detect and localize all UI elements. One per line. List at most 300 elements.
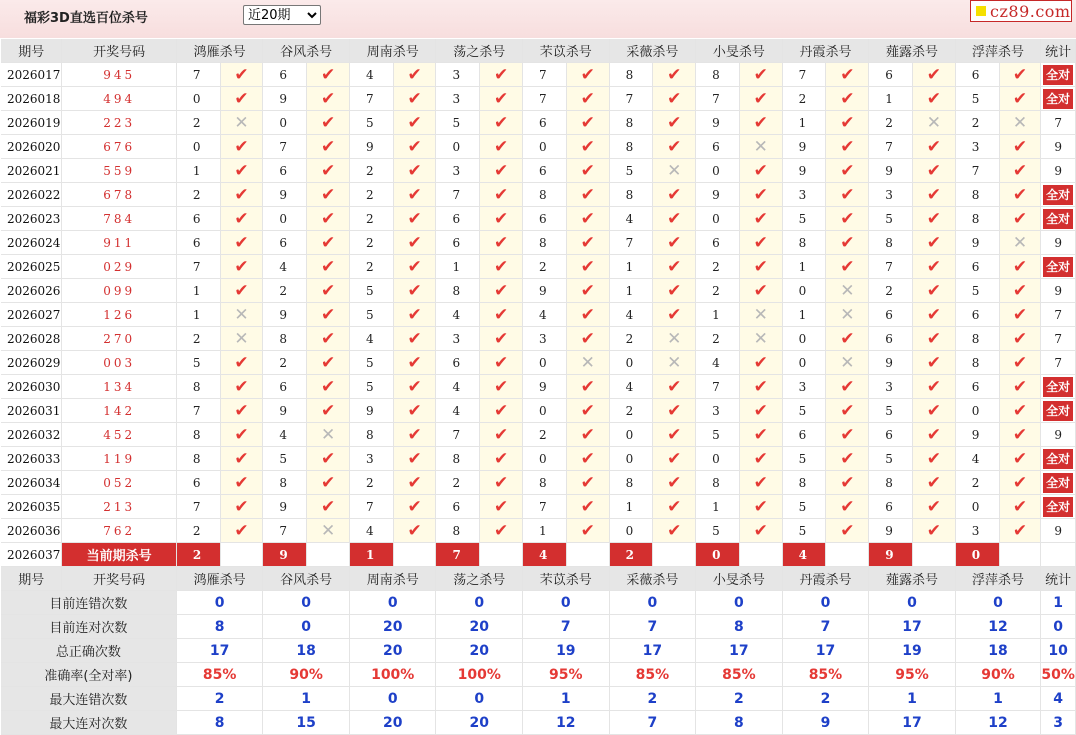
- check-mark-icon: ✔: [307, 399, 350, 423]
- check-mark-icon: ✔: [913, 519, 956, 543]
- check-mark-icon: ✔: [220, 183, 263, 207]
- stat-cell: [1041, 399, 1076, 423]
- kill-number-cell: 0: [782, 327, 826, 351]
- check-mark-icon: ✔: [653, 183, 696, 207]
- check-mark-icon: ✔: [999, 279, 1041, 303]
- check-mark-icon: ✔: [393, 399, 436, 423]
- col-header-qihao: 期号: [1, 567, 62, 591]
- all-correct-badge: 全对: [1043, 377, 1073, 397]
- check-mark-icon: ✔: [653, 231, 696, 255]
- stats-value: 12: [955, 711, 1041, 735]
- stats-value: 20: [349, 639, 436, 663]
- kill-number-cell: 1: [609, 255, 653, 279]
- check-mark-icon: ✔: [307, 279, 350, 303]
- kill-number-cell: 1: [176, 303, 220, 327]
- check-mark-icon: ✔: [653, 471, 696, 495]
- stats-value: 1: [523, 687, 610, 711]
- draw-number-cell: 126: [62, 303, 176, 327]
- kill-number-cell: 0: [176, 87, 220, 111]
- stats-value: 85%: [782, 663, 869, 687]
- check-mark-icon: ✔: [566, 375, 609, 399]
- qihao-cell: 2026020: [1, 135, 62, 159]
- kill-number-cell: 5: [349, 111, 393, 135]
- check-mark-icon: ✔: [739, 447, 782, 471]
- table-row: [1, 231, 1076, 255]
- stat-cell: [1041, 183, 1076, 207]
- kill-number-cell: 0: [696, 159, 740, 183]
- kill-number-cell: 8: [869, 231, 913, 255]
- check-mark-icon: ✔: [307, 111, 350, 135]
- cross-mark-icon: ✕: [739, 135, 782, 159]
- stat-cell: [1041, 207, 1076, 231]
- table-row: [1, 399, 1076, 423]
- draw-number-cell: 029: [62, 255, 176, 279]
- check-mark-icon: ✔: [480, 519, 523, 543]
- check-mark-icon: ✔: [307, 207, 350, 231]
- draw-number-cell: 099: [62, 279, 176, 303]
- kill-number-cell: 6: [869, 495, 913, 519]
- check-mark-icon: ✔: [480, 375, 523, 399]
- kill-number-cell: 5: [349, 351, 393, 375]
- stats-name: 准确率(全对率): [1, 663, 176, 687]
- kill-number-cell: 5: [436, 111, 480, 135]
- kill-number-cell: 2: [349, 471, 393, 495]
- draw-number-cell: 003: [62, 351, 176, 375]
- check-mark-icon: ✔: [826, 255, 869, 279]
- check-mark-icon: ✔: [739, 231, 782, 255]
- stats-name: 最大连错次数: [1, 687, 176, 711]
- kill-number-cell: 8: [609, 63, 653, 87]
- check-mark-icon: ✔: [566, 231, 609, 255]
- col-header-expert: 浮萍杀号: [955, 567, 1041, 591]
- check-mark-icon: ✔: [566, 135, 609, 159]
- table-row: [1, 327, 1076, 351]
- check-mark-icon: ✔: [480, 183, 523, 207]
- kill-number-cell: 1: [436, 255, 480, 279]
- check-mark-icon: ✔: [826, 135, 869, 159]
- kill-number-cell: 4: [609, 207, 653, 231]
- stats-value: 12: [955, 615, 1041, 639]
- current-kill-number: 1: [349, 543, 393, 567]
- kill-number-cell: 8: [609, 183, 653, 207]
- check-mark-icon: ✔: [739, 279, 782, 303]
- col-header-draw: 开奖号码: [62, 39, 176, 63]
- check-mark-icon: ✔: [480, 87, 523, 111]
- check-mark-icon: ✔: [566, 183, 609, 207]
- kill-number-cell: 8: [436, 447, 480, 471]
- check-mark-icon: ✔: [393, 87, 436, 111]
- check-mark-icon: ✔: [653, 375, 696, 399]
- stats-value: 17: [869, 615, 956, 639]
- check-mark-icon: ✔: [480, 279, 523, 303]
- kill-number-cell: 2: [782, 87, 826, 111]
- stats-value: 1: [263, 687, 350, 711]
- kill-number-cell: 9: [869, 519, 913, 543]
- check-mark-icon: ✔: [653, 135, 696, 159]
- check-mark-icon: ✔: [999, 63, 1041, 87]
- table-row: [1, 471, 1076, 495]
- stats-value: 0: [523, 591, 610, 615]
- stats-value: 7: [609, 615, 696, 639]
- kill-number-cell: 6: [523, 207, 567, 231]
- all-correct-badge: 全对: [1043, 401, 1073, 421]
- kill-number-cell: 0: [523, 447, 567, 471]
- kill-number-cell: 3: [349, 447, 393, 471]
- kill-number-cell: 8: [696, 63, 740, 87]
- kill-number-cell: 4: [263, 423, 307, 447]
- col-header-expert: 芣苡杀号: [523, 567, 610, 591]
- stat-cell: [1041, 447, 1076, 471]
- check-mark-icon: ✔: [480, 351, 523, 375]
- stats-row: [1, 663, 1076, 687]
- stats-value: 0: [349, 687, 436, 711]
- kill-number-cell: 3: [436, 159, 480, 183]
- kill-number-cell: 0: [782, 351, 826, 375]
- kill-number-cell: 5: [609, 159, 653, 183]
- table-row: [1, 159, 1076, 183]
- stats-value: 100%: [349, 663, 436, 687]
- stats-value: 7: [609, 711, 696, 735]
- stats-value: 2: [176, 687, 263, 711]
- check-mark-icon: ✔: [393, 63, 436, 87]
- check-mark-icon: ✔: [999, 207, 1041, 231]
- check-mark-icon: ✔: [653, 519, 696, 543]
- col-header-expert: 谷风杀号: [263, 39, 350, 63]
- kill-number-cell: 8: [609, 111, 653, 135]
- stat-cell: 9: [1041, 279, 1076, 303]
- qihao-cell: 2026031: [1, 399, 62, 423]
- site-logo[interactable]: [970, 0, 1072, 22]
- check-mark-icon: ✔: [220, 135, 263, 159]
- kill-number-cell: 6: [436, 207, 480, 231]
- kill-number-cell: 1: [696, 303, 740, 327]
- kill-number-cell: 4: [609, 375, 653, 399]
- check-mark-icon: ✔: [913, 63, 956, 87]
- stats-value: 2: [696, 687, 783, 711]
- kill-number-cell: 8: [176, 375, 220, 399]
- kill-number-cell: 2: [176, 327, 220, 351]
- kill-number-cell: 1: [869, 87, 913, 111]
- stat-cell: [1041, 255, 1076, 279]
- check-mark-icon: ✔: [393, 495, 436, 519]
- check-mark-icon: ✔: [826, 495, 869, 519]
- check-mark-icon: ✔: [739, 351, 782, 375]
- table-row: [1, 207, 1076, 231]
- kill-number-cell: 1: [176, 279, 220, 303]
- check-mark-icon: ✔: [393, 375, 436, 399]
- kill-number-cell: 0: [176, 135, 220, 159]
- stats-total: 10: [1041, 639, 1076, 663]
- kill-number-cell: 3: [782, 183, 826, 207]
- check-mark-icon: ✔: [826, 231, 869, 255]
- stats-value: 17: [609, 639, 696, 663]
- kill-number-cell: 3: [436, 327, 480, 351]
- kill-number-cell: 8: [955, 183, 999, 207]
- check-mark-icon: ✔: [913, 423, 956, 447]
- period-select[interactable]: [243, 5, 321, 25]
- cross-mark-icon: ✕: [220, 111, 263, 135]
- check-mark-icon: ✔: [913, 399, 956, 423]
- stats-value: 0: [955, 591, 1041, 615]
- col-header-expert: 鸿雁杀号: [176, 567, 263, 591]
- check-mark-icon: ✔: [826, 207, 869, 231]
- current-kill-spacer: [913, 543, 956, 567]
- kill-number-cell: 8: [263, 471, 307, 495]
- stats-value: 0: [609, 591, 696, 615]
- kill-number-cell: 4: [523, 303, 567, 327]
- qihao-cell: 2026027: [1, 303, 62, 327]
- check-mark-icon: ✔: [393, 135, 436, 159]
- kill-number-cell: 6: [955, 63, 999, 87]
- kill-number-cell: 6: [696, 231, 740, 255]
- kill-number-cell: 4: [696, 351, 740, 375]
- col-header-expert: 谷风杀号: [263, 567, 350, 591]
- check-mark-icon: ✔: [480, 63, 523, 87]
- kill-number-cell: 8: [523, 231, 567, 255]
- check-mark-icon: ✔: [393, 183, 436, 207]
- stats-value: 0: [263, 591, 350, 615]
- check-mark-icon: ✔: [999, 159, 1041, 183]
- kill-number-cell: 2: [176, 183, 220, 207]
- current-kill-spacer: [480, 543, 523, 567]
- kill-number-cell: 5: [782, 519, 826, 543]
- table-row: [1, 447, 1076, 471]
- check-mark-icon: ✔: [739, 471, 782, 495]
- kill-number-cell: 5: [955, 87, 999, 111]
- table-row: [1, 111, 1076, 135]
- check-mark-icon: ✔: [480, 111, 523, 135]
- kill-number-cell: 9: [782, 159, 826, 183]
- stat-cell: 9: [1041, 519, 1076, 543]
- kill-number-cell: 9: [955, 423, 999, 447]
- kill-number-cell: 2: [955, 111, 999, 135]
- stats-total: 4: [1041, 687, 1076, 711]
- kill-number-cell: 8: [523, 183, 567, 207]
- check-mark-icon: ✔: [393, 447, 436, 471]
- col-header-expert: 小旻杀号: [696, 567, 783, 591]
- current-kill-spacer: [999, 543, 1041, 567]
- cross-mark-icon: ✕: [913, 111, 956, 135]
- stats-value: 0: [176, 591, 263, 615]
- kill-number-cell: 0: [955, 399, 999, 423]
- check-mark-icon: ✔: [653, 447, 696, 471]
- check-mark-icon: ✔: [826, 183, 869, 207]
- stats-value: 85%: [609, 663, 696, 687]
- kill-number-cell: 3: [436, 87, 480, 111]
- current-kill-spacer: [826, 543, 869, 567]
- stats-name: 目前连错次数: [1, 591, 176, 615]
- kill-number-cell: 7: [176, 399, 220, 423]
- check-mark-icon: ✔: [653, 207, 696, 231]
- check-mark-icon: ✔: [826, 159, 869, 183]
- stats-value: 85%: [696, 663, 783, 687]
- kill-number-cell: 5: [349, 303, 393, 327]
- kill-number-cell: 6: [436, 495, 480, 519]
- kill-number-cell: 7: [869, 255, 913, 279]
- check-mark-icon: ✔: [913, 87, 956, 111]
- stat-cell: [1041, 495, 1076, 519]
- current-kill-number: 4: [523, 543, 567, 567]
- kill-number-cell: 7: [176, 255, 220, 279]
- kill-number-cell: 5: [782, 399, 826, 423]
- kill-number-cell: 2: [955, 471, 999, 495]
- current-period-row: [1, 543, 1076, 567]
- kill-number-cell: 9: [263, 183, 307, 207]
- check-mark-icon: ✔: [999, 183, 1041, 207]
- check-mark-icon: ✔: [739, 207, 782, 231]
- col-header-expert: 小旻杀号: [696, 39, 783, 63]
- check-mark-icon: ✔: [220, 351, 263, 375]
- kill-number-cell: 8: [782, 231, 826, 255]
- qihao-cell: 2026029: [1, 351, 62, 375]
- table-row: [1, 495, 1076, 519]
- kill-number-cell: 1: [782, 303, 826, 327]
- kill-number-cell: 9: [263, 399, 307, 423]
- col-header-expert: 薤露杀号: [869, 567, 956, 591]
- stats-value: 0: [696, 591, 783, 615]
- cross-mark-icon: ✕: [999, 231, 1041, 255]
- check-mark-icon: ✔: [566, 207, 609, 231]
- stat-cell: [1041, 87, 1076, 111]
- check-mark-icon: ✔: [307, 231, 350, 255]
- kill-number-cell: 0: [696, 447, 740, 471]
- col-header-qihao: 期号: [1, 39, 62, 63]
- draw-number-cell: 213: [62, 495, 176, 519]
- check-mark-icon: ✔: [307, 183, 350, 207]
- kill-number-cell: 4: [349, 327, 393, 351]
- check-mark-icon: ✔: [913, 231, 956, 255]
- check-mark-icon: ✔: [653, 303, 696, 327]
- check-mark-icon: ✔: [913, 279, 956, 303]
- check-mark-icon: ✔: [393, 351, 436, 375]
- qihao-cell: 2026028: [1, 327, 62, 351]
- check-mark-icon: ✔: [826, 471, 869, 495]
- check-mark-icon: ✔: [739, 495, 782, 519]
- col-header-stat: 统计: [1041, 567, 1076, 591]
- check-mark-icon: ✔: [220, 399, 263, 423]
- kill-number-cell: 4: [436, 303, 480, 327]
- kill-number-cell: 6: [263, 159, 307, 183]
- cross-mark-icon: ✕: [566, 351, 609, 375]
- kill-number-cell: 4: [955, 447, 999, 471]
- check-mark-icon: ✔: [739, 111, 782, 135]
- check-mark-icon: ✔: [393, 159, 436, 183]
- kill-number-cell: 7: [436, 423, 480, 447]
- check-mark-icon: ✔: [307, 63, 350, 87]
- draw-number-cell: 134: [62, 375, 176, 399]
- stats-value: 100%: [436, 663, 523, 687]
- check-mark-icon: ✔: [999, 255, 1041, 279]
- kill-number-cell: 6: [436, 351, 480, 375]
- check-mark-icon: ✔: [913, 495, 956, 519]
- kill-number-cell: 2: [523, 423, 567, 447]
- stats-value: 18: [263, 639, 350, 663]
- col-header-draw: 开奖号码: [62, 567, 176, 591]
- check-mark-icon: ✔: [480, 399, 523, 423]
- kill-number-cell: 0: [523, 135, 567, 159]
- kill-number-cell: 2: [349, 231, 393, 255]
- stats-value: 8: [176, 711, 263, 735]
- kill-number-cell: 4: [263, 255, 307, 279]
- current-kill-number: 4: [782, 543, 826, 567]
- all-correct-badge: 全对: [1043, 473, 1073, 493]
- col-header-expert: 芣苡杀号: [523, 39, 610, 63]
- kill-number-cell: 3: [869, 183, 913, 207]
- check-mark-icon: ✔: [480, 303, 523, 327]
- stats-value: 90%: [955, 663, 1041, 687]
- kill-number-cell: 3: [696, 399, 740, 423]
- col-header-expert: 荡之杀号: [436, 567, 523, 591]
- kill-number-cell: 8: [176, 423, 220, 447]
- kill-number-cell: 6: [263, 375, 307, 399]
- check-mark-icon: ✔: [999, 87, 1041, 111]
- kill-number-cell: 2: [609, 399, 653, 423]
- stats-value: 0: [349, 591, 436, 615]
- check-mark-icon: ✔: [653, 111, 696, 135]
- kill-number-cell: 7: [782, 63, 826, 87]
- check-mark-icon: ✔: [566, 111, 609, 135]
- header-row: [1, 567, 1076, 591]
- stats-value: 15: [263, 711, 350, 735]
- check-mark-icon: ✔: [653, 279, 696, 303]
- kill-number-cell: 2: [349, 183, 393, 207]
- kill-number-cell: 7: [609, 87, 653, 111]
- stats-value: 17: [696, 639, 783, 663]
- draw-number-cell: 678: [62, 183, 176, 207]
- kill-number-cell: 1: [782, 111, 826, 135]
- check-mark-icon: ✔: [220, 375, 263, 399]
- current-kill-number: 2: [609, 543, 653, 567]
- kill-number-cell: 8: [609, 135, 653, 159]
- current-kill-number: 0: [955, 543, 999, 567]
- kill-number-cell: 3: [523, 327, 567, 351]
- kill-number-cell: 7: [523, 63, 567, 87]
- col-header-expert: 周南杀号: [349, 567, 436, 591]
- check-mark-icon: ✔: [307, 87, 350, 111]
- cross-mark-icon: ✕: [826, 303, 869, 327]
- stat-cell: [1041, 375, 1076, 399]
- table-row: [1, 63, 1076, 87]
- check-mark-icon: ✔: [653, 423, 696, 447]
- check-mark-icon: ✔: [393, 327, 436, 351]
- stats-name: 目前连对次数: [1, 615, 176, 639]
- kill-number-cell: 7: [523, 87, 567, 111]
- check-mark-icon: ✔: [999, 471, 1041, 495]
- cross-mark-icon: ✕: [999, 111, 1041, 135]
- kill-number-cell: 5: [869, 399, 913, 423]
- kill-number-cell: 6: [176, 231, 220, 255]
- draw-number-cell: 676: [62, 135, 176, 159]
- stats-value: 8: [176, 615, 263, 639]
- check-mark-icon: ✔: [307, 303, 350, 327]
- stats-value: 2: [609, 687, 696, 711]
- qihao-cell: 2026036: [1, 519, 62, 543]
- col-header-expert: 荡之杀号: [436, 39, 523, 63]
- check-mark-icon: ✔: [393, 231, 436, 255]
- stats-total: 0: [1041, 615, 1076, 639]
- kill-number-cell: 2: [176, 111, 220, 135]
- kill-number-cell: 9: [263, 303, 307, 327]
- kill-number-cell: 1: [523, 519, 567, 543]
- kill-number-cell: 6: [869, 303, 913, 327]
- stat-cell: 7: [1041, 327, 1076, 351]
- table-row: [1, 87, 1076, 111]
- kill-number-cell: 0: [436, 135, 480, 159]
- kill-number-cell: 1: [609, 279, 653, 303]
- kill-number-cell: 2: [523, 255, 567, 279]
- kill-number-cell: 7: [696, 375, 740, 399]
- kill-number-cell: 6: [436, 231, 480, 255]
